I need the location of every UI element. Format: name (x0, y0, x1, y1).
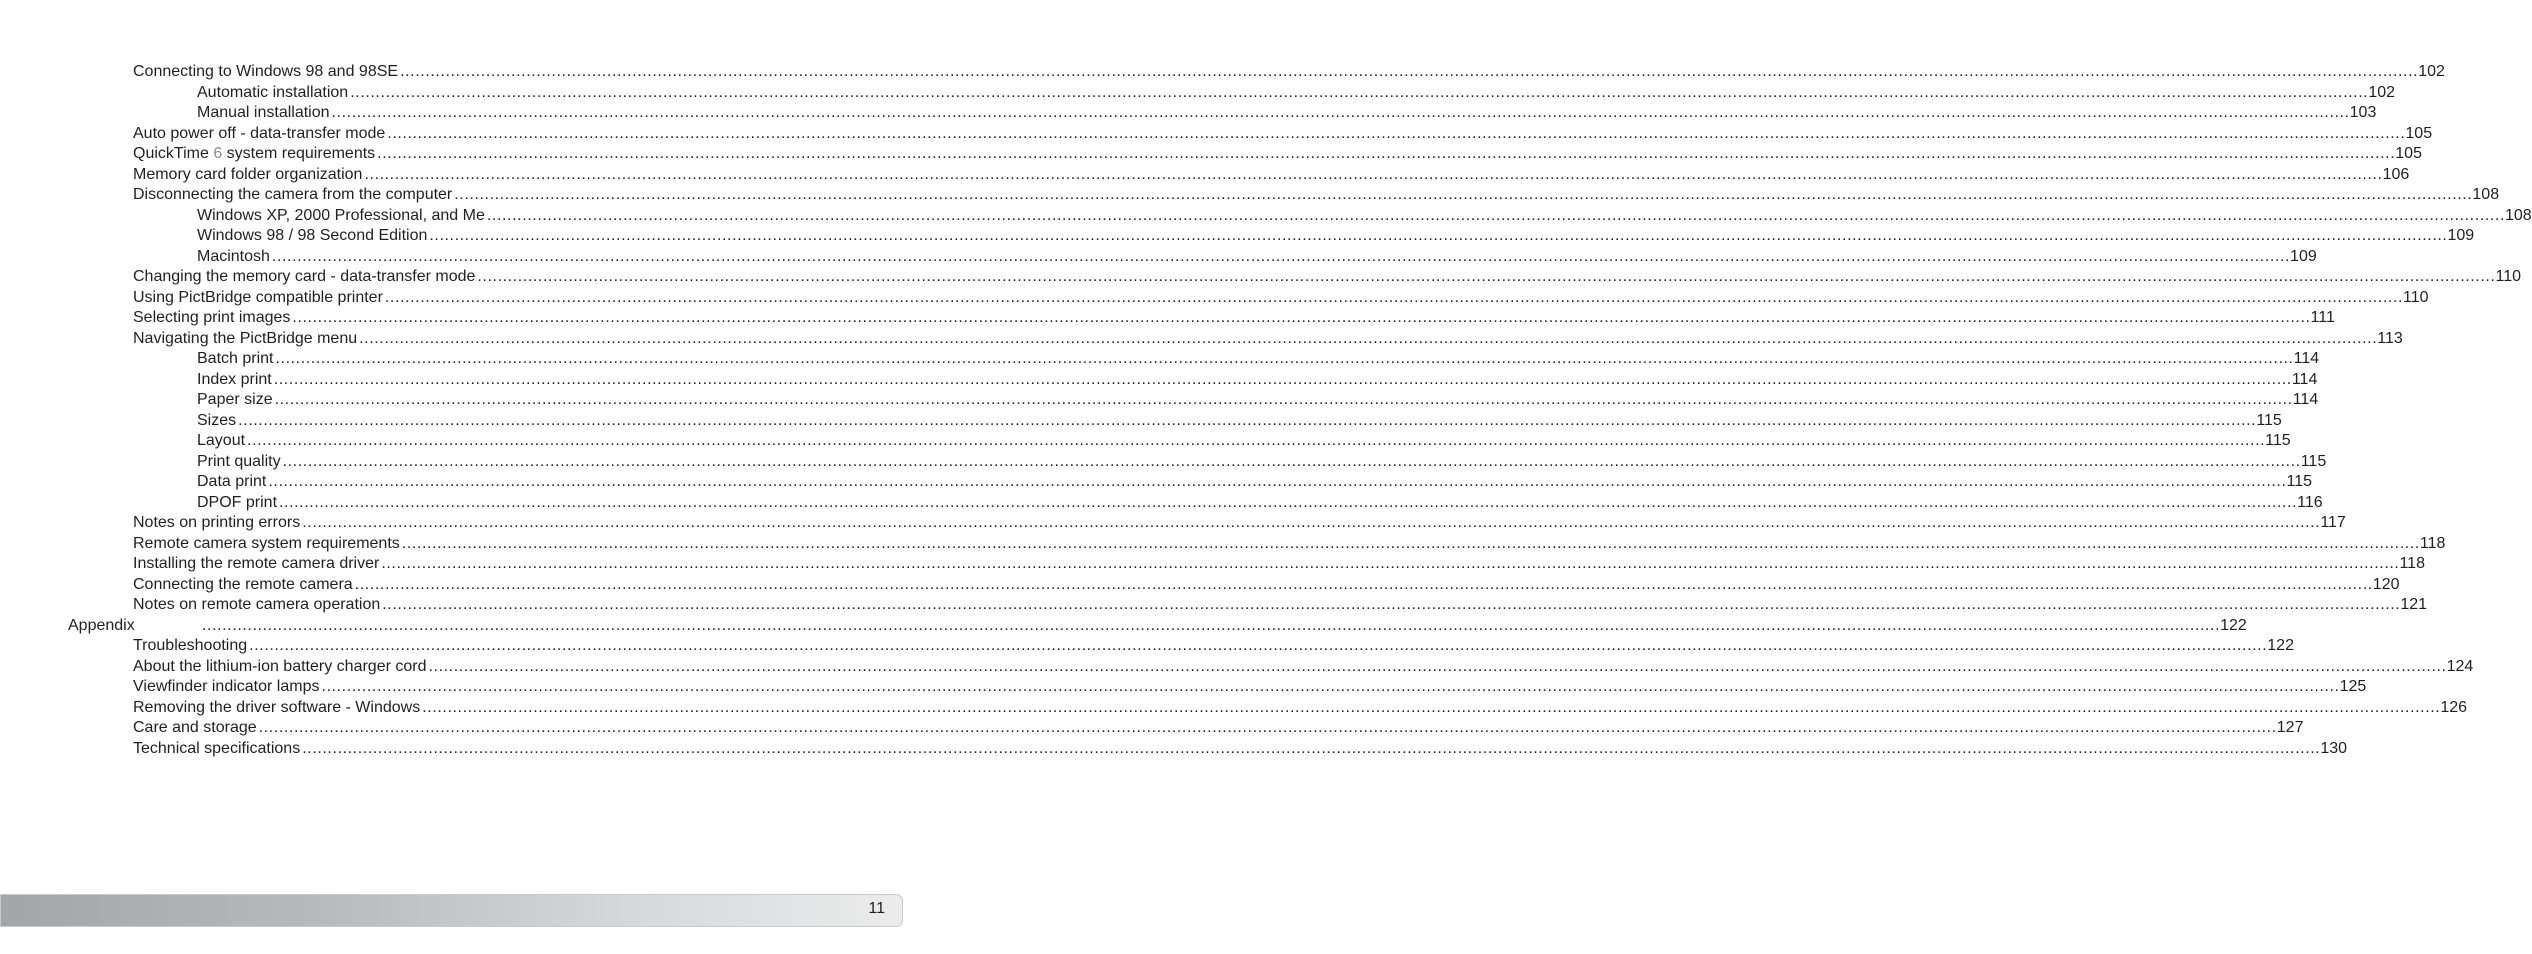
toc-entry-page: 120 (2372, 576, 2400, 593)
toc-entry-page: 121 (2400, 596, 2428, 613)
toc-entry (133, 739, 2348, 759)
toc-leader-dots: ................................................................................................................................................................................................................................................................................................................................................................................................................ (401, 535, 2420, 552)
toc-entry (133, 636, 2294, 656)
toc-leader-dots: ................................................................................................................................................................................................................................................................................................................................................................................................................ (428, 658, 2447, 675)
toc-entry (133, 62, 2445, 82)
toc-entry (133, 554, 2425, 574)
toc-title-part: QuickTime (133, 145, 214, 162)
toc-entry-page: 102 (2368, 84, 2396, 101)
toc-leader-dots: ................................................................................................................................................................................................................................................................................................................................................................................................................ (202, 617, 2221, 634)
toc-entry (197, 452, 2327, 472)
toc-leader-dots: ................................................................................................................................................................................................................................................................................................................................................................................................................ (359, 330, 2378, 347)
toc-leader-dots: ................................................................................................................................................................................................................................................................................................................................................................................................................ (350, 84, 2369, 101)
toc-entry-title: Layout (197, 432, 246, 449)
toc-entry (197, 247, 2317, 267)
toc-entry-page: 110 (2495, 268, 2522, 285)
toc-leader-dots: ................................................................................................................................................................................................................................................................................................................................................................................................................ (275, 350, 2294, 367)
toc-entry-title: Memory card folder organization (133, 166, 363, 183)
toc-leader-dots: ................................................................................................................................................................................................................................................................................................................................................................................................................ (384, 289, 2404, 306)
toc-entry-page: 115 (2286, 473, 2313, 490)
toc-leader-dots: ................................................................................................................................................................................................................................................................................................................................................................................................................ (486, 207, 2505, 224)
toc-leader-dots: ................................................................................................................................................................................................................................................................................................................................................................................................................ (302, 740, 2321, 757)
toc-leader-dots: ................................................................................................................................................................................................................................................................................................................................................................................................................ (477, 268, 2496, 285)
toc-title-highlight: 6 (213, 145, 223, 162)
toc-entry-title: Viewfinder indicator lamps (133, 678, 320, 695)
toc-leader-dots: ................................................................................................................................................................................................................................................................................................................................................................................................................ (382, 596, 2401, 613)
toc-entry-page: 109 (2290, 248, 2317, 265)
toc-entry-title: Index print (197, 371, 272, 388)
toc-entry-title: Sizes (197, 412, 237, 429)
toc-leader-dots: ................................................................................................................................................................................................................................................................................................................................................................................................................ (271, 248, 2291, 265)
toc-entry-page: 122 (2267, 637, 2294, 654)
toc-entry-title: Macintosh (197, 248, 270, 265)
toc-entry (133, 308, 2335, 328)
toc-entry-page: 127 (2276, 719, 2304, 736)
toc-entry-title: Windows 98 / 98 Second Edition (197, 227, 428, 244)
toc-leader-dots: ................................................................................................................................................................................................................................................................................................................................................................................................................ (238, 412, 2257, 429)
toc-entry-title: Notes on remote camera operation (133, 596, 381, 613)
toc-entry (133, 718, 2304, 738)
toc-entry (197, 431, 2291, 451)
toc-entry-title: Manual installation (197, 104, 330, 121)
toc-entry-page: 118 (2419, 535, 2446, 552)
toc-entry (133, 677, 2367, 697)
toc-entry-page: 117 (2320, 514, 2346, 531)
toc-entry (133, 595, 2428, 615)
footer-bar (0, 894, 903, 927)
toc-entry (197, 370, 2318, 390)
page-number: 11 (868, 900, 885, 917)
toc-leader-dots: ................................................................................................................................................................................................................................................................................................................................................................................................................ (387, 125, 2406, 142)
toc-entry (68, 616, 2247, 636)
toc-entry-page: 118 (2399, 555, 2425, 572)
toc-entry-title: Using PictBridge compatible printer (133, 289, 383, 306)
toc-leader-dots: ................................................................................................................................................................................................................................................................................................................................................................................................................ (321, 678, 2340, 695)
toc-entry (133, 144, 2422, 164)
toc-entry (133, 288, 2429, 308)
toc-leader-dots: ................................................................................................................................................................................................................................................................................................................................................................................................................ (422, 699, 2441, 716)
toc-entry-title: DPOF print (197, 494, 278, 511)
toc-entry-page: 115 (2300, 453, 2327, 470)
toc-entry-page: 103 (2349, 104, 2377, 121)
toc-entry-page: 115 (2256, 412, 2282, 429)
toc-entry (197, 226, 2475, 246)
toc-entry-title: Technical specifications (133, 740, 301, 757)
toc-entry (133, 329, 2403, 349)
toc-entry-title: Auto power off - data-transfer mode (133, 125, 386, 142)
toc-entry (197, 493, 2323, 513)
toc-entry-page: 108 (2472, 186, 2500, 203)
toc-entry (197, 206, 2532, 226)
toc-entry-title: Care and storage (133, 719, 257, 736)
toc-entry-title: Connecting to Windows 98 and 98SE (133, 63, 399, 80)
toc-leader-dots: ................................................................................................................................................................................................................................................................................................................................................................................................................ (292, 309, 2311, 326)
toc-entry-title: Removing the driver software - Windows (133, 699, 421, 716)
toc-entry-title: Connecting the remote camera (133, 576, 353, 593)
toc-leader-dots: ................................................................................................................................................................................................................................................................................................................................................................................................................ (400, 63, 2419, 80)
toc-entry (197, 390, 2319, 410)
toc-entry (133, 165, 2410, 185)
toc-entry (133, 267, 2522, 287)
toc-entry-page: 108 (2505, 207, 2532, 224)
toc-entry (197, 349, 2320, 369)
toc-entry-page: 130 (2320, 740, 2348, 757)
toc-entry-title: Windows XP, 2000 Professional, and Me (197, 207, 485, 224)
toc-entry (133, 575, 2400, 595)
toc-entry-page: 125 (2339, 678, 2367, 695)
toc-entry (133, 513, 2346, 533)
toc-entry-page: 109 (2447, 227, 2475, 244)
toc-title-part: system requirements (222, 145, 376, 162)
toc-leader-dots: ................................................................................................................................................................................................................................................................................................................................................................................................................ (279, 494, 2298, 511)
toc-entry (197, 83, 2396, 103)
toc-entry-title: Notes on printing errors (133, 514, 301, 531)
toc-entry-page: 114 (2293, 350, 2320, 367)
toc-entry (133, 124, 2433, 144)
toc-entry (133, 698, 2468, 718)
toc-entry (133, 657, 2474, 677)
toc-leader-dots: ................................................................................................................................................................................................................................................................................................................................................................................................................ (268, 473, 2287, 490)
toc-leader-dots: ................................................................................................................................................................................................................................................................................................................................................................................................................ (282, 453, 2301, 470)
toc-entry-page: 105 (2395, 145, 2422, 162)
toc-entry-page: 106 (2382, 166, 2410, 183)
toc-leader-dots: ................................................................................................................................................................................................................................................................................................................................................................................................................ (302, 514, 2321, 531)
toc-entry-title: Troubleshooting (133, 637, 248, 654)
toc-entry-page: 111 (2310, 309, 2335, 326)
toc-entry (133, 534, 2446, 554)
toc-leader-dots: ................................................................................................................................................................................................................................................................................................................................................................................................................ (364, 166, 2383, 183)
toc-entry-title: Data print (197, 473, 267, 490)
toc-entry-page: 122 (2220, 617, 2247, 634)
toc-leader-dots: ................................................................................................................................................................................................................................................................................................................................................................................................................ (331, 104, 2350, 121)
toc-leader-dots: ................................................................................................................................................................................................................................................................................................................................................................................................................ (429, 227, 2448, 244)
toc-leader-dots: ................................................................................................................................................................................................................................................................................................................................................................................................................ (258, 719, 2277, 736)
toc-entry-title: Installing the remote camera driver (133, 555, 380, 572)
toc-entry (197, 472, 2313, 492)
toc-entry-page: 114 (2292, 391, 2319, 408)
toc-entry-page: 116 (2297, 494, 2323, 511)
toc-entry-title: Remote camera system requirements (133, 535, 400, 552)
toc-entry-title: Paper size (197, 391, 273, 408)
toc-leader-dots: ................................................................................................................................................................................................................................................................................................................................................................................................................ (249, 637, 2268, 654)
toc-entry-title: Disconnecting the camera from the computer (133, 186, 453, 203)
toc-entry-title: Appendix (68, 617, 135, 634)
toc-leader-dots: ................................................................................................................................................................................................................................................................................................................................................................................................................ (454, 186, 2473, 203)
toc-entry (197, 103, 2377, 123)
toc-entry-page: 105 (2405, 125, 2433, 142)
toc-entry-page: 102 (2418, 63, 2445, 80)
toc-entry-page: 113 (2377, 330, 2403, 347)
toc-leader-dots: ................................................................................................................................................................................................................................................................................................................................................................................................................ (247, 432, 2266, 449)
toc-entry (133, 185, 2500, 205)
toc-entry-page: 114 (2291, 371, 2318, 388)
toc-entry-title: Automatic installation (197, 84, 349, 101)
toc-leader-dots: ................................................................................................................................................................................................................................................................................................................................................................................................................ (273, 371, 2292, 388)
toc-entry-page: 110 (2403, 289, 2429, 306)
toc-leader-dots: ................................................................................................................................................................................................................................................................................................................................................................................................................ (377, 145, 2396, 162)
toc-entry-page: 115 (2265, 432, 2291, 449)
toc-leader-dots: ................................................................................................................................................................................................................................................................................................................................................................................................................ (274, 391, 2293, 408)
toc-entry-title: Selecting print images (133, 309, 291, 326)
toc-entry-title: About the lithium-ion battery charger cord (133, 658, 427, 675)
toc-entry-title: Changing the memory card - data-transfer mode (133, 268, 476, 285)
toc-leader-dots: ................................................................................................................................................................................................................................................................................................................................................................................................................ (381, 555, 2400, 572)
toc-entry-page: 126 (2440, 699, 2468, 716)
toc-entry-title: Print quality (197, 453, 281, 470)
toc-entry-page: 124 (2446, 658, 2474, 675)
toc-entry-title (133, 144, 375, 164)
toc-entry-title: Batch print (197, 350, 274, 367)
toc-entry (197, 411, 2282, 431)
toc-entry-title: Navigating the PictBridge menu (133, 330, 358, 347)
toc-leader-dots: ................................................................................................................................................................................................................................................................................................................................................................................................................ (354, 576, 2373, 593)
